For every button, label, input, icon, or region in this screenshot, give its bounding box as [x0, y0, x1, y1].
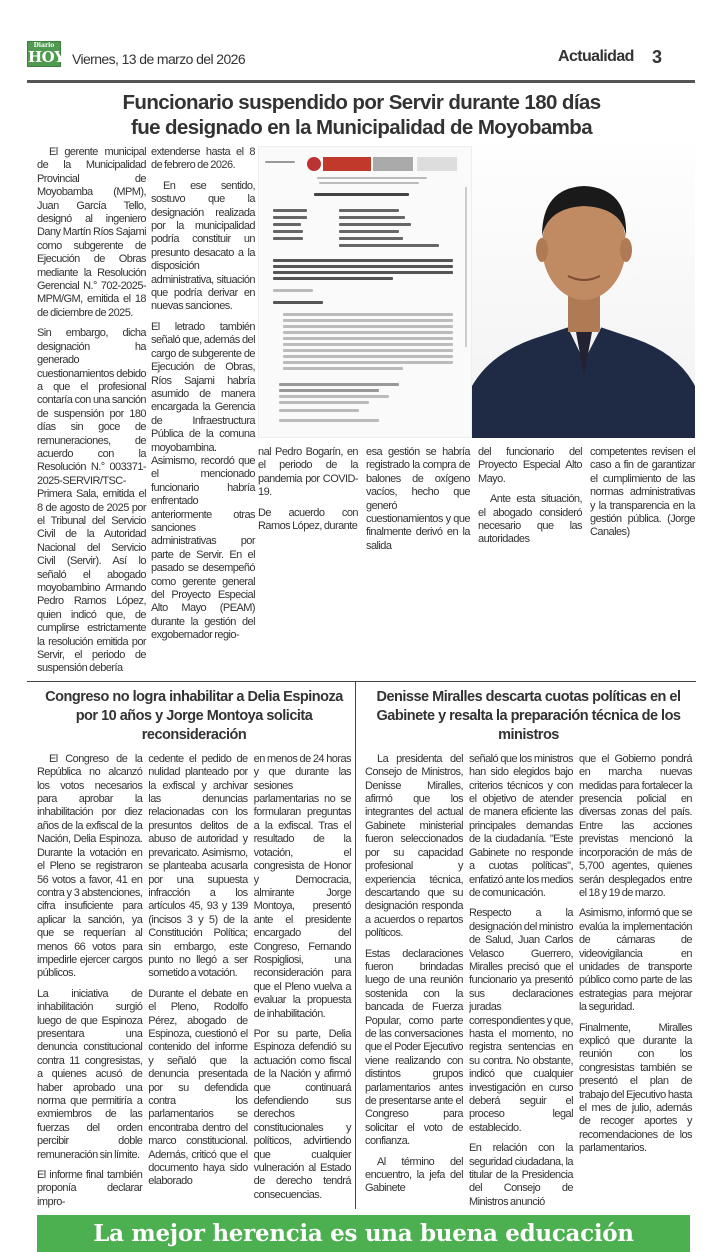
- header-rule: [27, 80, 695, 83]
- paragraph: En ese sentido, sostuvo que la designación realizada por la municipalidad podría constituir un presunto desacato a la disposición administrativa, situación que podría derivar en nuevas sanciones.: [151, 179, 255, 313]
- peru-seal-icon: [307, 157, 321, 171]
- paragraph: señaló que los ministros han sido elegidos bajo criterios técnicos y con el objetivo de atender de manera eficiente las principales demandas de la ciudadanía. "Este Gabinete no responde a cuotas políticas", enfatizó ante los medios de comunicación.: [469, 752, 573, 899]
- paragraph: Al término del encuentro, la jefa del Gabinete: [365, 1155, 463, 1195]
- left-article-column-2: [148, 753, 247, 1209]
- left-article-column-3: [254, 753, 351, 1209]
- paragraph: La presidenta del Consejo de Ministros, Denisse Miralles, afirmó que los integrantes del actual Gabinete ministerial fueron seleccionados por su capacidad profesional y experiencia técnica, descartando que su designación responda a acuerdos o repartos políticos.: [365, 752, 463, 940]
- paragraph: De acuerdo con Ramos López, durante: [258, 506, 358, 533]
- headline-line-2: Gabinete y resalta la preparación técnica de los ministros: [376, 707, 681, 743]
- person-portrait: [472, 146, 695, 438]
- paragraph: El Congreso de la República no alcanzó los votos necesarios para aprobar la inhabilitación por diez años de la exfiscal de la Nación, Delia Espinoza. Durante la votación en el Pleno se registraron 56 votos a favor, 41 en contra y 3 abstenciones, cifra insuficiente para aplicar la sanción, ya que se requerían al menos 66 votos para impedirle ejercer cargos públicos.: [37, 752, 143, 980]
- paragraph: Asimismo, informó que se evalúa la implementación de cámaras de videovigilancia en unidades de transporte público como parte de las estrategias para mejorar la seguridad.: [579, 907, 692, 1014]
- top-article-column-4: [366, 446, 470, 553]
- paragraph: competentes revisen el caso a fin de garantizar el cumplimiento de las normas administrativas y la transparencia en la gestión pública. (Jorge Canales): [590, 446, 695, 539]
- headline-line-2: fue designado en la Municipalidad de Moyobamba: [130, 116, 593, 139]
- right-article-headline: [365, 688, 692, 745]
- paragraph: Sin embargo, dicha designación ha generado cuestionamientos debido a que el profesional contaría con una sanción de suspensión por 180 días sin goce de remuneraciones, de acuerdo con la Resolución N.° 003371-2025-SERVIR/TSC-Primera Sala, emitida el 8 de agosto de 2025 por el Tribunal del Servicio Civil de la Autoridad Nacional del Servicio Civil (Servir). Así lo señaló el abogado moyobambino Armando Pedro Ramos López, quien indicó que, de cumplirse estrictamente la resolución emitida por Servir, el periodo de suspensión debería: [37, 327, 146, 675]
- paragraph: del funcionario del Proyecto Especial Alto Mayo.: [478, 446, 582, 485]
- paragraph: cedente el pedido de nulidad planteado por la exfiscal y archivar las denuncias relacionadas con los presuntos delitos de abuso de autoridad y prevaricato. Asimismo, se planteaba acusarla por una supuesta infracción a los artículos 45, 93 y 139 (incisos 3 y 5) de la Constitución Política; sin embargo, este punto no llegó a ser sometido a votación.: [148, 752, 248, 980]
- headline-line-1: Congreso no logra inhabilitar a Delia Espinoza: [45, 688, 343, 705]
- right-article-column-3: [579, 753, 692, 1209]
- right-article-column-2: [469, 753, 573, 1209]
- paragraph: Estas declaraciones fueron brindadas luego de una reunión sostenida con la bancada de Fuerza Popular, como parte de las conversaciones que el Poder Ejecutivo viene realizando con distintos grupos parlamentarios antes de presentarse ante el Congreso para solicitar el voto de confianza.: [365, 947, 463, 1148]
- bottom-articles: [27, 682, 696, 1209]
- top-article-column-3: [258, 446, 358, 553]
- top-article-headline: [27, 90, 696, 140]
- left-article: [27, 682, 355, 1209]
- section-name: Actualidad: [558, 48, 634, 65]
- left-article-headline: [37, 688, 351, 745]
- headline-line-1: Denisse Miralles descarta cuotas políticas en el: [376, 688, 681, 705]
- slogan-banner: La mejor herencia es una buena educación: [37, 1215, 690, 1252]
- paragraph: que el Gobierno pondrá en marcha nuevas medidas para fortalecer la presencia policial en diversas zonas del país. Entre las acciones previstas mencionó la incorporación de más de 5,700 agentes, quienes serán desplegados entre el 18 y 19 de marzo.: [579, 752, 692, 899]
- page-number: 3: [652, 47, 663, 67]
- headline-line-1: Funcionario suspendido por Servir durante 180 días: [122, 91, 601, 114]
- logo-top-text: Diario: [33, 42, 55, 49]
- top-article-column-2: [151, 146, 255, 643]
- paragraph: Por su parte, Delia Espinoza defendió su actuación como fiscal de la Nación y afirmó que continuará defendiendo sus derechos constitucionales y políticos, advirtiendo que cualquier vulneración al Estado de derecho tendrá consecuencias.: [253, 1027, 351, 1201]
- resolution-document-image: [258, 146, 472, 438]
- paragraph: Finalmente, Miralles explicó que durante la reunión con los congresistas también se presentó el plan de trabajo del Ejecutivo hasta el mes de julio, además de recoger aportes y recomendaciones de los parlamentarios.: [579, 1021, 692, 1155]
- paragraph: El informe final también proponía declarar impro-: [37, 1169, 143, 1208]
- top-article-column-5: [478, 446, 582, 553]
- paragraph: El gerente municipal de la Municipalidad Provincial de Moyobamba (MPM), Juan García Tello, designó al ingeniero Dany Martín Ríos Sajami como subgerente de Ejecución de Obras mediante la Resolución Gerencial N.° 702-2025-MPM/GM, emitida el 18 de diciembre de 2025.: [37, 146, 146, 319]
- paragraph: nal Pedro Bogarín, en el periodo de la pandemia por COVID-19.: [258, 446, 358, 499]
- top-article-right-area: [258, 146, 695, 553]
- paragraph: La iniciativa de inhabilitación surgió luego de que Espinoza presentara una denuncia constitucional contra 11 congresistas, a quienes acusó de haber aprobado una norma que permitiría a exmiembros de las fuerzas del orden percibir doble remuneración sin límite.: [37, 987, 143, 1161]
- right-article: [355, 682, 697, 1209]
- left-article-column-1: [37, 753, 142, 1209]
- top-article-column-6: [590, 446, 695, 553]
- logo-main-text: HOY: [28, 48, 65, 66]
- top-article: [37, 146, 695, 676]
- top-article-column-1: [37, 146, 146, 676]
- newspaper-logo: [27, 41, 65, 67]
- paragraph: extenderse hasta el 8 de febrero de 2026.: [151, 146, 255, 172]
- right-article-column-1: [365, 753, 463, 1209]
- official-portrait-photo: [472, 146, 695, 438]
- paragraph: esa gestión se habría registrado la compra de balones de oxígeno vacíos, hecho que generó cuestionamientos y que finalmente derivó en la salida: [366, 446, 470, 552]
- paragraph: en menos de 24 horas y que durante las sesiones parlamentarias no se formularan preguntas a la exfiscal. Tras el resultado de la votación, el congresista de Honor y Democracia, almirante Jorge Montoya, presentó ante el presidente encargado del Congreso, Fernando Rospigliosi, una reconsideración para que el Pleno vuelva a evaluar la propuesta de inhabilitación.: [253, 752, 351, 1020]
- headline-line-2: por 10 años y Jorge Montoya solicita reconsideración: [75, 707, 313, 743]
- paragraph: Respecto a la designación del ministro de Salud, Juan Carlos Velasco Guerrero, Miralles precisó que el funcionario ya presentó sus declaraciones juradas correspondientes y que, hasta el momento, no registra sentencias en su contra. No obstante, indicó que cualquier investigación en curso deberá seguir el proceso legal establecido.: [469, 907, 573, 1134]
- paragraph: En relación con la seguridad ciudadana, la titular de la Presidencia del Consejo de Ministros anunció: [469, 1142, 573, 1208]
- paragraph: El letrado también señaló que, además del cargo de subgerente de Ejecución de Obras, Ríos Sajami habría asumido de manera encargada la Gerencia de Infraestructura Pública de la comuna moyobambina. Asimismo, recordó que el mencionado funcionario habría enfrentado anteriormente otras sanciones administrativas por parte de Servir. En el pasado se desempeñó como gerente general del Proyecto Especial Alto Mayo (PEAM) durante la gestión del exgobernador regio-: [151, 320, 255, 642]
- issue-date: Viernes, 13 de marzo del 2026: [72, 51, 246, 67]
- paragraph: Ante esta situación, el abogado consideró necesario que las autoridades: [478, 493, 582, 546]
- page-header: [0, 0, 723, 86]
- paragraph: Durante el debate en el Pleno, Rodolfo Pérez, abogado de Espinoza, cuestionó el contenido del informe y señaló que la denuncia presentada por su defendida contra los parlamentarios se encontraba dentro del marco constitucional. Además, criticó que el documento haya sido elaborado: [148, 987, 248, 1188]
